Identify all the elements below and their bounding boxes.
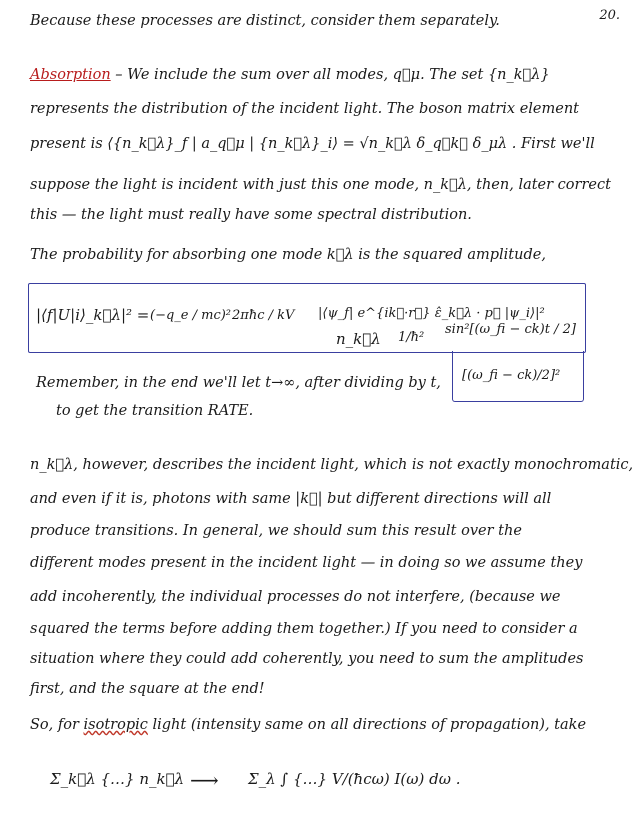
final-eq-arrow: ⟶ (190, 768, 219, 792)
eq-factor2: 2πħc / kV (232, 308, 295, 323)
text-line-5: suppose the light is incident with just this one mode, n_k⃗λ, then, later correct (30, 177, 611, 193)
final-eq-rhs: Σ_λ ∫ {…} V/(ħcω) I(ω) dω . (248, 770, 461, 788)
text-line-16: situation where they could add coherently, you need to sum the amplitudes (30, 651, 584, 667)
text-line-4: present is ⟨{n_k⃗λ}_f | a_q⃗μ | {n_k⃗λ}_i⟩ = √n_k⃗λ δ_q⃗k⃗ δ_μλ . First we'll (30, 136, 595, 152)
text-line-1: Because these processes are distinct, consider them separately. (30, 13, 500, 29)
isotropic-word: isotropic (83, 717, 148, 733)
text-line-9: to get the transition RATE. (56, 403, 254, 419)
text-line-2-rest: – We include the sum over all modes, q⃗μ. The set {n_k⃗λ} (115, 67, 550, 83)
eq-factor1: (−q_e / mc)² (150, 308, 232, 323)
text-line-18 (30, 716, 586, 734)
eq-n: n_k⃗λ (336, 330, 381, 348)
page-number: 20. (599, 8, 620, 23)
text-line-7: The probability for absorbing one mode k⃗λ is the squared amplitude, (30, 247, 546, 263)
eq-matrix-element: |⟨ψ_f| e^{ik⃗·r⃗} ε̂_k⃗λ · p⃗ |ψ_i⟩|² (318, 306, 545, 321)
eq-sin-denominator: [(ω_fi − ck)/2]² (462, 368, 561, 383)
text-line-10: n_k⃗λ, however, describes the incident light, which is not exactly monochromatic, (30, 457, 634, 473)
text-line-12: produce transitions. In general, we should sum this result over the (30, 523, 522, 539)
text-line-15: squared the terms before adding them together.) If you need to consider a (30, 621, 578, 637)
text-line-6: this — the light must really have some spectral distribution. (30, 207, 472, 223)
text-line-17: first, and the square at the end! (30, 681, 265, 697)
text-line-3: represents the distribution of the incident light. The boson matrix element (30, 101, 579, 117)
eq-lhs: |⟨f|U|i⟩_k⃗λ|² = (36, 306, 150, 324)
text-line-14: add incoherently, the individual processes do not interfere, (because we (30, 589, 561, 605)
eq-hbar: 1/ħ² (398, 330, 425, 345)
text-line-11: and even if it is, photons with same |k⃗| but different directions will all (30, 491, 552, 507)
text-line-18-pre: So, for (30, 717, 79, 733)
text-line-18-post: light (intensity same on all directions of propagation), take (152, 717, 587, 733)
text-line-13: different modes present in the incident light — in doing so we assume they (30, 555, 583, 571)
eq-sin-numerator: sin²[(ω_fi − ck)t / 2] (445, 322, 576, 337)
text-line-8: Remember, in the end we'll let t→∞, after dividing by t, (36, 375, 441, 391)
absorption-heading: Absorption (30, 67, 111, 83)
text-line-2 (30, 66, 550, 84)
final-eq-lhs: Σ_k⃗λ {…} n_k⃗λ (50, 770, 185, 788)
